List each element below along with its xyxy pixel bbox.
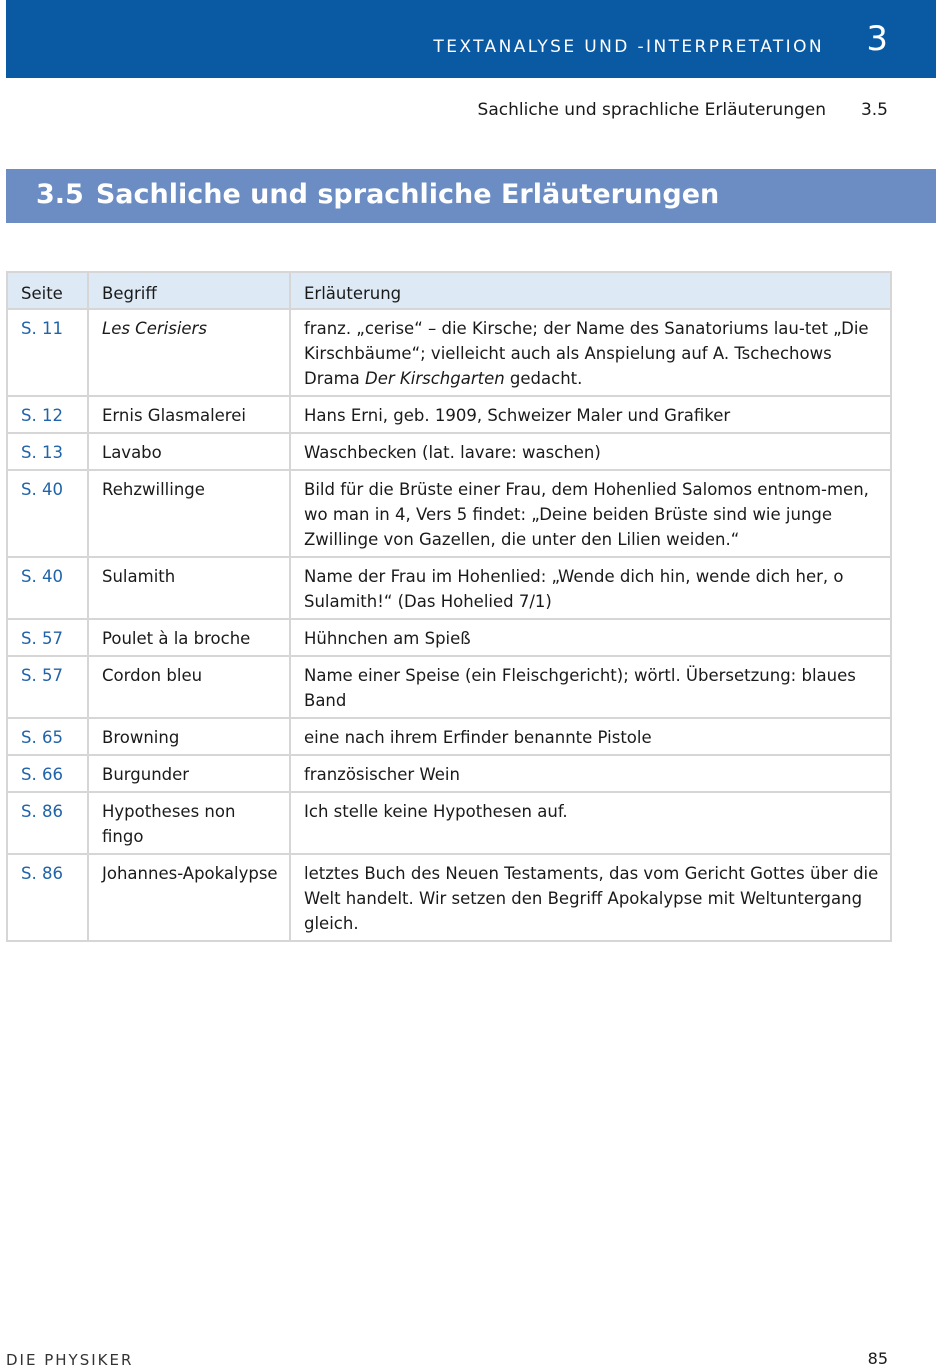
explanation: letztes Buch des Neuen Testaments, das vom Gericht Gottes über die Welt handelt. Wir setzen den Begriff Apokalypse mit Weltuntergang gleich. — [290, 854, 891, 941]
page-number: 85 — [867, 1349, 888, 1368]
chapter-number: 3 — [866, 19, 888, 59]
term: Poulet à la broche — [88, 619, 290, 656]
page-reference: S. 13 — [7, 433, 88, 470]
table-row — [7, 718, 891, 755]
term: Cordon bleu — [88, 656, 290, 718]
table-row — [7, 396, 891, 433]
term: Ernis Glasmalerei — [88, 396, 290, 433]
term: Johannes-Apokalypse — [88, 854, 290, 941]
term: Browning — [88, 718, 290, 755]
explanation: Bild für die Brüste einer Frau, dem Hohenlied Salomos entnom-men, wo man in 4, Vers 5 findet: „Deine beiden Brüste sind wie junge Zwillinge von Gazellen, die unter den Lilien weiden.“ — [290, 470, 891, 557]
explanation: Hans Erni, geb. 1909, Schweizer Maler und Grafiker — [290, 396, 891, 433]
term: Sulamith — [88, 557, 290, 619]
explanation: französischer Wein — [290, 755, 891, 792]
page-reference: S. 86 — [7, 854, 88, 941]
table-header-row — [7, 272, 891, 309]
explanation: Ich stelle keine Hypothesen auf. — [290, 792, 891, 854]
page-reference: S. 57 — [7, 619, 88, 656]
page-reference: S. 65 — [7, 718, 88, 755]
section-heading — [36, 179, 719, 210]
column-header-erlaeuterung: Erläuterung — [290, 272, 891, 309]
table-row — [7, 854, 891, 941]
page-reference: S. 40 — [7, 557, 88, 619]
explanation: Name einer Speise (ein Fleischgericht); wörtl. Übersetzung: blaues Band — [290, 656, 891, 718]
table-row — [7, 619, 891, 656]
chapter-header-bar — [6, 0, 936, 78]
term: Hypotheses non fingo — [88, 792, 290, 854]
chapter-label: TEXTANALYSE UND -INTERPRETATION — [433, 37, 824, 57]
term: Lavabo — [88, 433, 290, 470]
running-head — [0, 100, 936, 122]
table-row — [7, 433, 891, 470]
explanation — [290, 309, 891, 396]
explanation: Hühnchen am Spieß — [290, 619, 891, 656]
page-reference: S. 66 — [7, 755, 88, 792]
section-heading-bar — [6, 169, 936, 223]
explanation: Waschbecken (lat. lavare: waschen) — [290, 433, 891, 470]
term-text: Les Cerisiers — [102, 319, 207, 338]
explanation: eine nach ihrem Erfinder benannte Pistole — [290, 718, 891, 755]
table-row — [7, 656, 891, 718]
page-reference: S. 57 — [7, 656, 88, 718]
explanation-text: franz. „cerise“ – die Kirsche; der Name des Sanatoriums lau-tet „Die Kirschbäume“; vielleicht auch als Anspielung auf A. Tschechows Drama — [304, 319, 869, 388]
term — [88, 309, 290, 396]
explanation-work-title: Der Kirschgarten — [365, 369, 505, 388]
column-header-seite: Seite — [7, 272, 88, 309]
table-row — [7, 309, 891, 396]
term: Rehzwillinge — [88, 470, 290, 557]
running-head-number: 3.5 — [860, 100, 888, 120]
footer-book-title: DIE PHYSIKER — [6, 1351, 134, 1369]
page-reference: S. 11 — [7, 309, 88, 396]
section-title: Sachliche und sprachliche Erläuterungen — [95, 179, 720, 210]
table-row — [7, 792, 891, 854]
table-row — [7, 557, 891, 619]
explanation-text-end: gedacht. — [504, 369, 583, 388]
table-row — [7, 755, 891, 792]
term: Burgunder — [88, 755, 290, 792]
explanation: Name der Frau im Hohenlied: „Wende dich hin, wende dich her, o Sulamith!“ (Das Hohelied 7/1) — [290, 557, 891, 619]
page-reference: S. 86 — [7, 792, 88, 854]
page-reference: S. 12 — [7, 396, 88, 433]
section-number: 3.5 — [36, 179, 84, 210]
running-head-title: Sachliche und sprachliche Erläuterungen — [477, 100, 826, 120]
column-header-begriff: Begriff — [88, 272, 290, 309]
page-reference: S. 40 — [7, 470, 88, 557]
table-row — [7, 470, 891, 557]
glossary-table — [6, 271, 892, 942]
